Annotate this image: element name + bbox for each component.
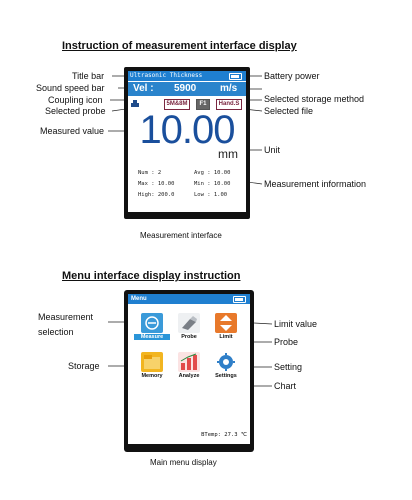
callout-measured-value: Measured value: [40, 126, 105, 136]
callout-selected-probe: Selected probe: [45, 106, 106, 116]
callout-battery-power: Battery power: [264, 71, 320, 81]
measured-value: 10.00: [139, 108, 235, 152]
memory-icon: [141, 352, 163, 372]
callout-sound-speed-bar: Sound speed bar: [36, 83, 105, 93]
callout-limit-value: Limit value: [274, 319, 318, 329]
menu-tile-analyze[interactable]: [175, 352, 203, 382]
probe-icon: [178, 313, 200, 333]
callout-title-bar: Title bar: [72, 71, 105, 81]
menu-tile-measure[interactable]: [138, 313, 166, 343]
callout-selected-storage-method: Selected storage method: [264, 94, 365, 104]
menu-tile-probe[interactable]: [175, 313, 203, 343]
callout-coupling-icon: Coupling icon: [48, 95, 103, 105]
sound-speed-bar: [128, 82, 246, 96]
info-max: Max : 10.00: [138, 181, 175, 187]
callout-storage: Storage: [68, 361, 100, 371]
callout-measurement-selection: Measurement selection: [38, 312, 94, 337]
speed-value: 5900: [174, 83, 197, 94]
title-bar: [128, 71, 246, 81]
menu-tile-label: Measure: [134, 334, 170, 340]
menu-tile-label: Limit: [219, 334, 233, 340]
info-avg: Avg : 10.00: [194, 170, 231, 176]
analyze-icon: [178, 352, 200, 372]
info-high: High: 200.0: [138, 192, 175, 198]
measurement-section-heading: Instruction of measurement interface display: [62, 40, 297, 52]
info-low: Low : 1.00: [194, 192, 228, 198]
coupling-icon: [131, 100, 139, 107]
menu-title: Menu: [131, 296, 147, 302]
callout-probe: Probe: [274, 337, 299, 347]
measurement-caption: Measurement interface: [140, 231, 222, 240]
battery-icon: [229, 73, 242, 80]
measurement-screen: [128, 71, 246, 212]
selected-probe-badge: 5M&8M: [164, 99, 190, 110]
menu-tile-limit[interactable]: [212, 313, 240, 343]
speed-label: Vel :: [133, 83, 154, 94]
storage-method-badge: Hand.S: [216, 99, 242, 110]
menu-screen: [128, 294, 250, 444]
menu-tile-label: Memory: [141, 373, 163, 379]
speed-unit: m/s: [220, 83, 238, 94]
menu-device: [124, 290, 254, 452]
info-num: Num : 2: [138, 170, 162, 176]
menu-tile-label: Analyze: [178, 373, 200, 379]
measurement-device: [124, 67, 250, 219]
menu-tile-memory[interactable]: [138, 352, 166, 382]
callout-unit: Unit: [264, 145, 281, 155]
info-min: Min : 10.00: [194, 181, 231, 187]
menu-tile-settings[interactable]: [212, 352, 240, 382]
title-bar-text: Ultrasonic Thickness: [130, 72, 203, 79]
unit-label: mm: [218, 147, 238, 161]
callout-selected-file: Selected file: [264, 106, 314, 116]
measure-icon: [141, 313, 163, 333]
callout-setting: Setting: [274, 362, 303, 372]
menu-caption: Main menu display: [150, 458, 217, 467]
settings-icon: [215, 352, 237, 372]
selected-file-badge: F1: [196, 99, 210, 110]
callout-chart: Chart: [274, 381, 297, 391]
battery-icon: [233, 296, 246, 303]
menu-tile-label: Probe: [181, 334, 197, 340]
menu-title-bar: [128, 294, 250, 304]
limit-icon: [215, 313, 237, 333]
callout-measurement-information: Measurement information: [264, 179, 367, 189]
menu-section-heading: Menu interface display instruction: [62, 270, 241, 282]
temperature-readout: BTemp: 27.3 ℃: [201, 432, 247, 438]
menu-tile-label: Settings: [215, 373, 237, 379]
